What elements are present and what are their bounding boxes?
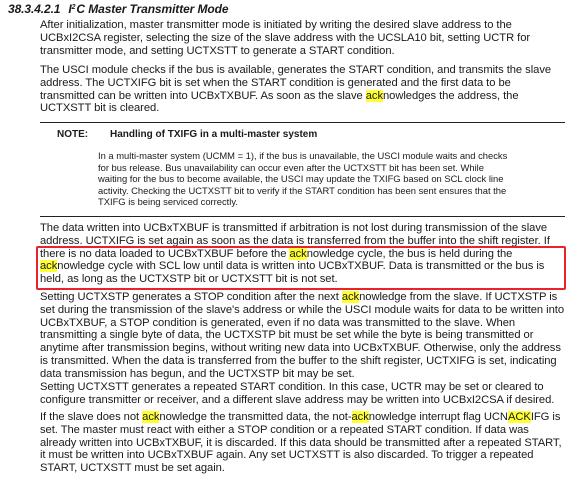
text-run: Setting UCTXSTP generates a STOP condition after the next xyxy=(40,291,342,303)
text-run: The data written into UCBxTXBUF is transmitted if arbitration is not lost during transmission of the slave address. UCTXIFG is set again as soon as the data is transferred from the buffer into the shift register. If there is no data loaded to UCBxTXBUF before the xyxy=(40,222,550,260)
paragraph-bus-check xyxy=(40,64,565,115)
highlight-ack: ack xyxy=(40,260,58,273)
heading-title: C Master Transmitter Mode xyxy=(76,2,229,16)
note-header xyxy=(57,129,317,140)
note-body: In a multi-master system (UCMM = 1), if the bus is unavailable, the USCI module waits and checks for bus release. Bus unavailability can occur even after the UCTXSTT bit has been set. While waiting for the bus to become available, the USCI may update the TXIFG based on SCL clock line activity. Checking the UCTXSTT bit to verify if the START condition has been sent ensures that the TXIFG is being serviced correctly. xyxy=(98,150,508,208)
note-bottom-rule xyxy=(40,216,565,217)
paragraph-data-written xyxy=(40,222,565,286)
paragraph-initialization: After initialization, master transmitter mode is initiated by writing the desired slave address to the UCBxI2CSA register, selecting the size of the slave address with the UCSLA10 bit, setting UCTR for transmitter mode, and setting UCTXSTT to generate a START condition. xyxy=(40,19,531,57)
section-number: 38.3.4.2.1 xyxy=(8,2,61,16)
note-title: Handling of TXIFG in a multi-master system xyxy=(110,129,318,140)
heading-superscript: 2 xyxy=(71,4,76,11)
paragraph-repeated-start: Setting UCTXSTT generates a repeated START condition. In this case, UCTR may be set or cleared to configure transmitter or receiver, and a different slave address may be written into UCBxI2CSA if desired. xyxy=(40,381,555,406)
paragraph-stop-condition xyxy=(40,291,565,381)
highlight-ack: ack xyxy=(351,411,369,423)
text-run: The USCI module checks if the bus is available, generates the START condition, and transmits the slave address. The UCTXIFG bit is set when the START condition is generated and the first data to be transmitted can be written into UCBxTXBUF. As soon as the slave xyxy=(40,64,552,102)
text-run: nowledge cycle, the bus is held during the xyxy=(306,247,513,260)
text-run: IFG is set. The master must react with either a STOP condition or a repeated START condition. If data was already written into UCBxTXBUF, it is discarded. If this data should be transmitted after a repeated START, it must be written into UCBxTXBUF again. Any set UCTXSTT is also discarded. To trigger a repeated START, UCTXSTT must be set again. xyxy=(40,411,562,475)
text-run: nowledge interrupt flag UCN xyxy=(368,411,508,423)
text-run: If the slave does not xyxy=(40,411,143,423)
section-heading xyxy=(8,2,228,16)
note-label: NOTE: xyxy=(57,129,89,140)
text-run: nowledge the transmitted data, the not- xyxy=(159,411,352,423)
paragraph-not-acknowledge xyxy=(40,411,565,475)
heading-i-letter: I xyxy=(68,2,72,16)
highlight-ack: ack xyxy=(142,411,160,423)
text-run: nowledge cycle with SCL low until data is written into UCBxTXBUF. Data is transmitted or the bus is held, as long as the UCTXSTP bit or UCTXSTT bit is not set. xyxy=(40,260,545,286)
note-top-rule xyxy=(40,122,565,123)
highlight-ack: ACK xyxy=(507,411,531,423)
highlight-ack: ack xyxy=(365,89,383,102)
text-run: nowledge from the slave. If UCTXSTP is set during the transmission of the slave's address or while the USCI module waits for data to be written into UCBxTXBUF, a STOP condition is generated, even if no data was transmitted to the slave. When transmitting a single byte of data, the UCTXSTP bit must be set while the byte is being transmitted or anytime after transmission begins, without writing new data into UCBxTXBUF. Otherwise, only the address is transmitted. When the data is transferred from the buffer to the shift register, UCTXIFG is set, indicating data transmission has begun, and the UCTXSTP bit may be set. xyxy=(40,291,565,380)
text-run: nowledges the address, the UCTXSTT bit is cleared. xyxy=(40,89,519,115)
highlight-ack: ack xyxy=(289,247,307,260)
highlight-ack: ack xyxy=(341,291,360,303)
